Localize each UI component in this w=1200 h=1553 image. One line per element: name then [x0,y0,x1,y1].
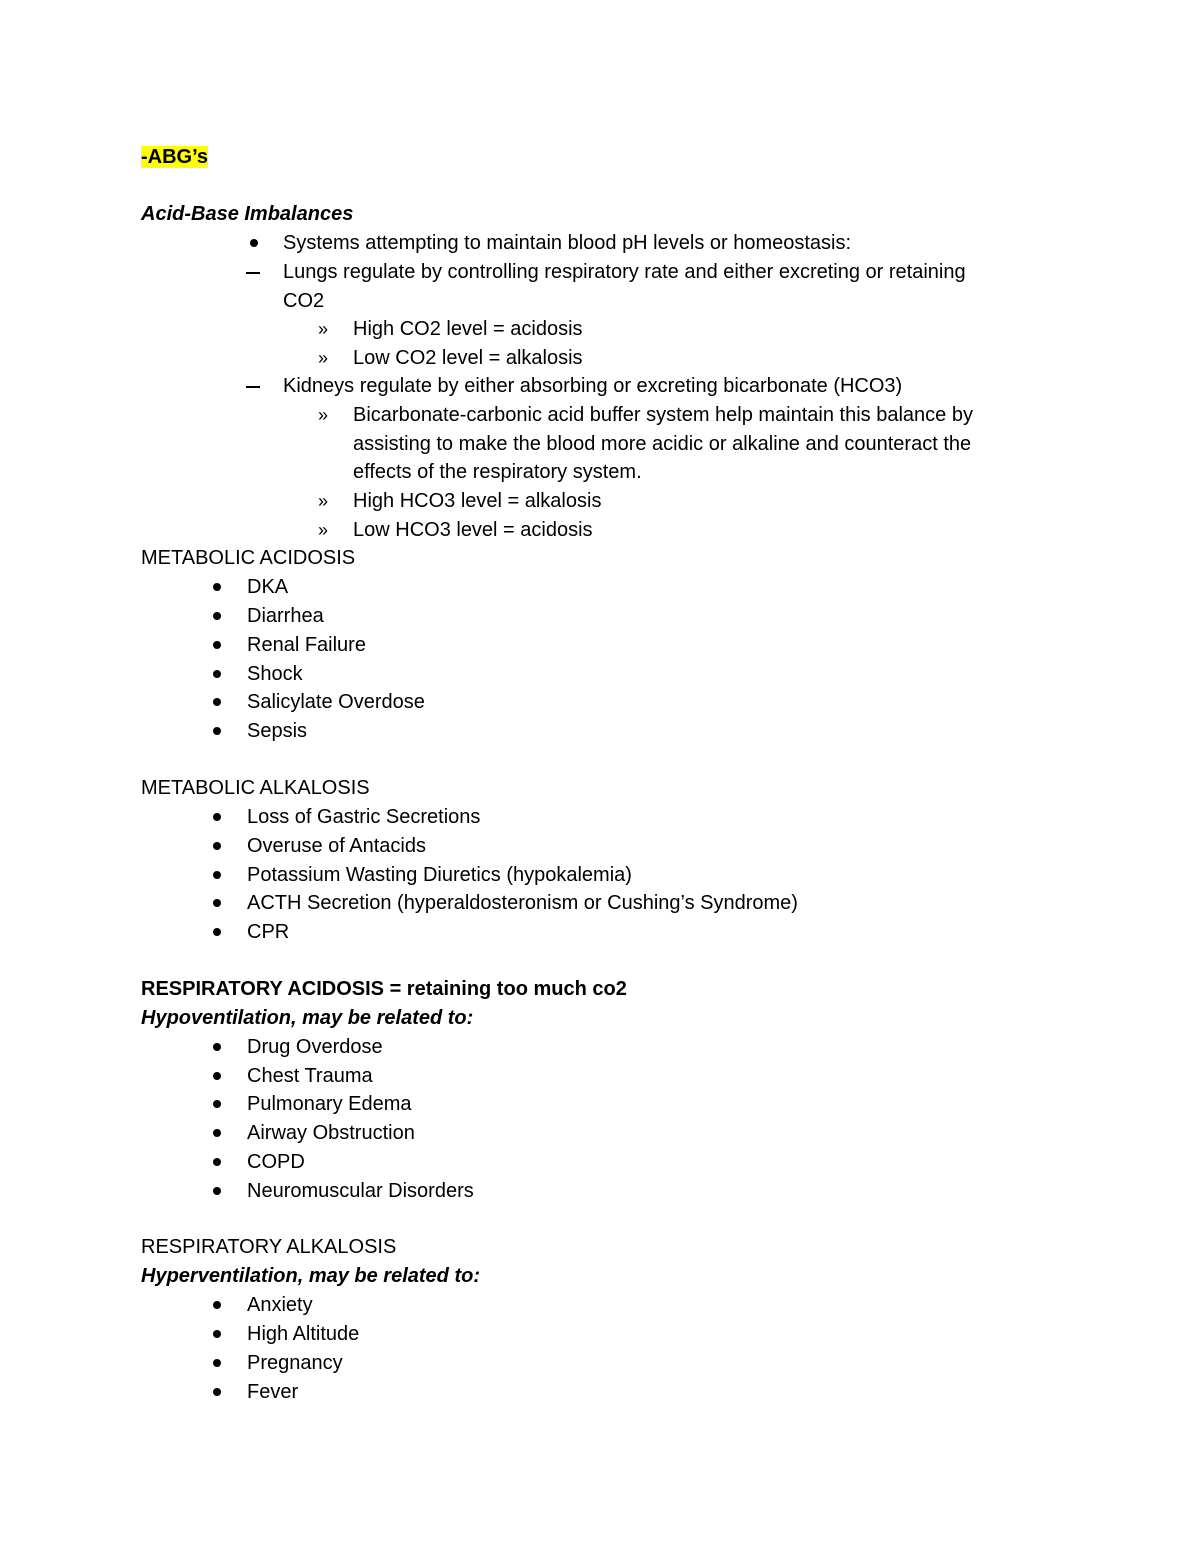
list-item: Renal Failure [247,634,366,656]
bullet-icon [213,1100,221,1108]
lungs-sub-1: High CO2 level = acidosis [353,318,583,340]
list-item: Airway Obstruction [247,1122,415,1144]
kidneys-sub-2: Low HCO3 level = acidosis [353,519,593,541]
metabolic-alkalosis-heading: METABOLIC ALKALOSIS [141,777,370,799]
bullet-icon [213,1388,221,1396]
list-item: Diarrhea [247,605,324,627]
list-item: Salicylate Overdose [247,691,425,713]
lungs-line-2: CO2 [283,290,325,312]
bullet-icon [213,928,221,936]
list-item: DKA [247,576,289,598]
bullet-icon [213,1187,221,1195]
dash-icon [246,272,260,274]
intro-bullet: Systems attempting to maintain blood pH levels or homeostasis: [283,232,852,254]
bullet-icon [213,1043,221,1051]
list-item: Potassium Wasting Diuretics (hypokalemia) [247,864,632,886]
dash-icon [246,386,260,388]
document-title [141,143,208,172]
list-item: COPD [247,1151,305,1173]
bullet-icon [213,1330,221,1338]
list-item: CPR [247,921,290,943]
bullet-icon [213,612,221,620]
list-item: Shock [247,663,303,685]
bullet-icon [213,871,221,879]
respiratory-acidosis-heading: RESPIRATORY ACIDOSIS = retaining too much co2 [141,978,627,1000]
bullet-icon [213,1072,221,1080]
double-chevron-icon: » [318,491,329,511]
bullet-icon [213,583,221,591]
kidneys-line-1: Kidneys regulate by either absorbing or excreting bicarbonate (HCO3) [283,375,903,397]
list-item: Loss of Gastric Secretions [247,806,481,828]
bullet-icon [213,641,221,649]
bullet-icon [213,1129,221,1137]
bullet-icon [213,1359,221,1367]
bullet-icon [213,1158,221,1166]
title-highlight: -ABG’s [141,146,209,168]
list-item: Anxiety [247,1294,313,1316]
bullet-icon [213,1301,221,1309]
list-item: Neuromuscular Disorders [247,1180,474,1202]
bullet-icon [213,698,221,706]
list-item: Pulmonary Edema [247,1093,412,1115]
list-item: High Altitude [247,1323,360,1345]
lungs-sub-2: Low CO2 level = alkalosis [353,347,583,369]
double-chevron-icon: » [318,405,329,425]
respiratory-acidosis-subheading: Hypoventilation, may be related to: [141,1007,474,1029]
buffer-line-2: assisting to make the blood more acidic or alkaline and counteract the [353,433,972,455]
bullet-icon [213,670,221,678]
list-item: Pregnancy [247,1352,343,1374]
intro-heading: Acid-Base Imbalances [141,203,354,225]
bullet-icon [213,899,221,907]
list-item: Drug Overdose [247,1036,383,1058]
bullet-icon [213,842,221,850]
list-item: Overuse of Antacids [247,835,426,857]
double-chevron-icon: » [318,319,329,339]
list-item: ACTH Secretion (hyperaldosteronism or Cushing’s Syndrome) [247,892,798,914]
double-chevron-icon: » [318,348,329,368]
buffer-line-1: Bicarbonate-carbonic acid buffer system help maintain this balance by [353,404,973,426]
kidneys-sub-1: High HCO3 level = alkalosis [353,490,602,512]
bullet-icon [213,727,221,735]
respiratory-alkalosis-subheading: Hyperventilation, may be related to: [141,1265,480,1287]
metabolic-acidosis-heading: METABOLIC ACIDOSIS [141,547,356,569]
list-item: Sepsis [247,720,308,742]
list-item: Fever [247,1381,299,1403]
list-item: Chest Trauma [247,1065,373,1087]
buffer-line-3: effects of the respiratory system. [353,461,642,483]
double-chevron-icon: » [318,520,329,540]
bullet-icon [250,239,258,247]
respiratory-alkalosis-heading: RESPIRATORY ALKALOSIS [141,1236,397,1258]
lungs-line-1: Lungs regulate by controlling respiratory rate and either excreting or retaining [283,261,966,283]
bullet-icon [213,813,221,821]
